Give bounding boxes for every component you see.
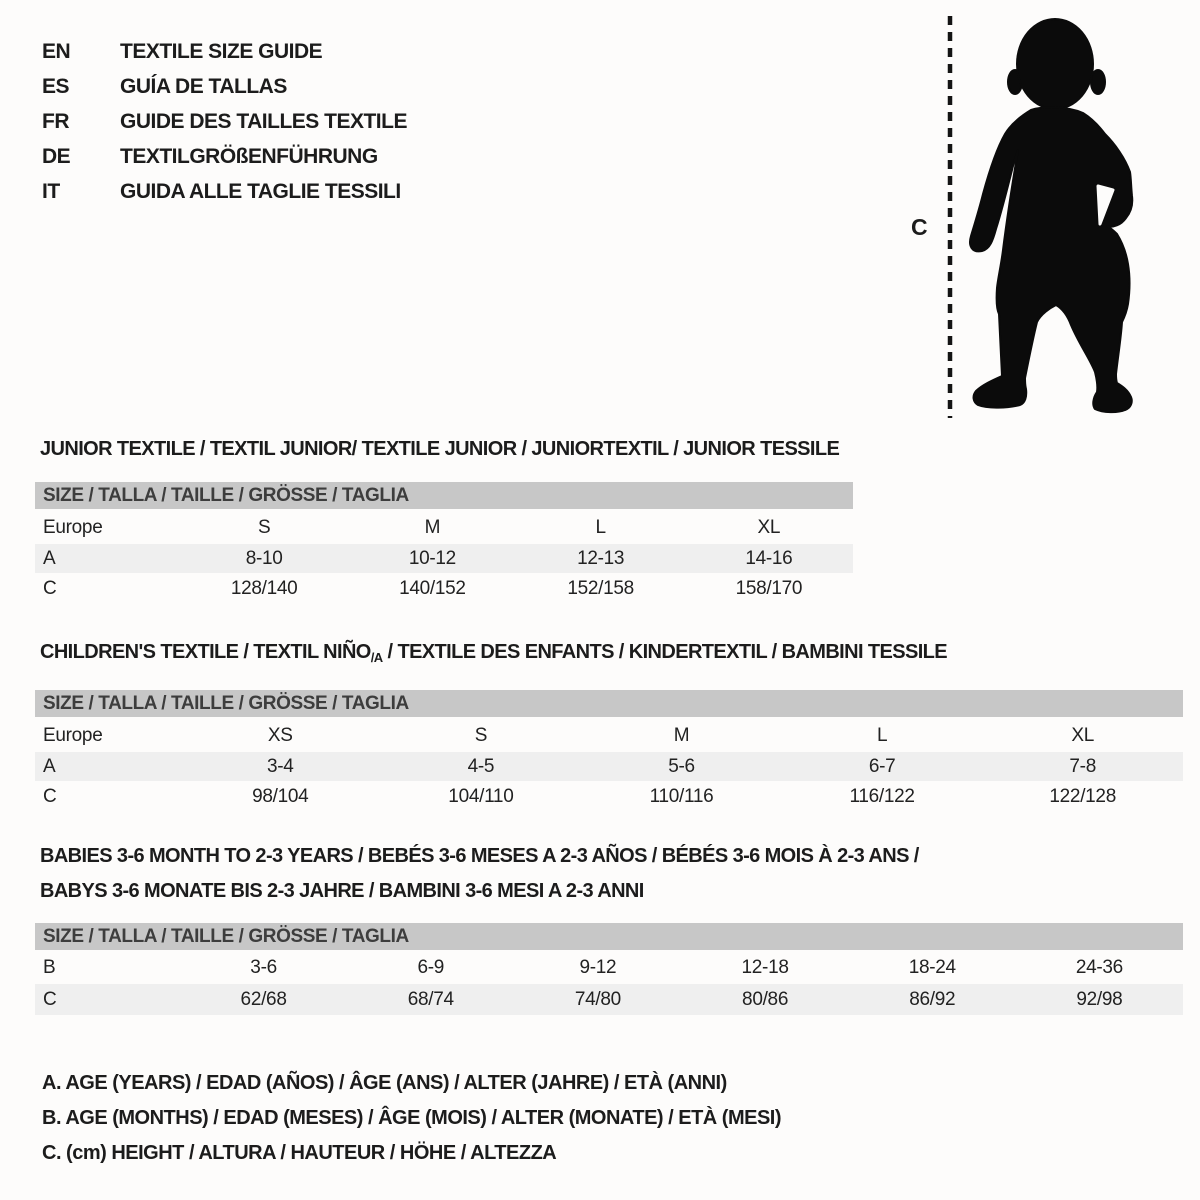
table-cell: 152/158 <box>567 577 634 599</box>
table-cell: 68/74 <box>407 988 454 1010</box>
language-row <box>42 139 407 174</box>
table-cell: 128/140 <box>230 577 298 599</box>
column-header: L <box>595 516 606 538</box>
table-cell: 7-8 <box>1069 755 1096 777</box>
language-code: ES <box>42 74 70 98</box>
table-cell: 10-12 <box>408 547 456 569</box>
guide-title: TEXTILE SIZE GUIDE <box>120 39 323 63</box>
size-header-bar: SIZE / TALLA / TAILLE / GRÖSSE / TAGLIA <box>35 690 1183 717</box>
table-cell: 104/110 <box>448 785 514 807</box>
children-size-table <box>35 690 1183 812</box>
table-cell: 3-6 <box>250 957 277 978</box>
table-cell: 9-12 <box>579 957 617 978</box>
column-header: S <box>257 516 271 538</box>
region-label: Europe <box>43 724 103 746</box>
guide-title: TEXTILGRÖßENFÜHRUNG <box>120 144 378 168</box>
table-cell: 86/92 <box>909 988 956 1010</box>
language-code: IT <box>42 179 60 203</box>
table-row <box>35 573 853 604</box>
table-cell: 110/116 <box>649 785 714 807</box>
footnote-height-cm: C. (cm) HEIGHT / ALTURA / HAUTEUR / HÖHE / ALTEZZA <box>42 1142 557 1164</box>
table-cell: 8-10 <box>245 547 283 569</box>
table-row <box>35 544 853 573</box>
table-cell: 18-24 <box>908 957 956 978</box>
table-cell: 140/152 <box>399 577 466 599</box>
table-row <box>35 984 1183 1015</box>
guide-title: GUIDA ALLE TAGLIE TESSILI <box>120 179 401 203</box>
babies-section-title-line2: BABYS 3-6 MONATE BIS 2-3 JAHRE / BAMBINI 3-6 MESI A 2-3 ANNI <box>40 880 644 902</box>
column-header: XS <box>267 724 293 746</box>
table-cell: 74/80 <box>574 988 621 1010</box>
column-header: M <box>424 516 441 538</box>
table-cell: 158/170 <box>735 577 803 599</box>
table-cell: 122/128 <box>1049 785 1116 807</box>
table-cell: 92/98 <box>1076 988 1123 1010</box>
table-cell: 4-5 <box>467 755 495 777</box>
size-header-bar: SIZE / TALLA / TAILLE / GRÖSSE / TAGLIA <box>35 923 1183 950</box>
column-header: XL <box>757 516 781 538</box>
footnote-age-months: B. AGE (MONTHS) / EDAD (MESES) / ÂGE (MOIS) / ALTER (MONATE) / ETÀ (MESI) <box>42 1107 782 1129</box>
table-cell: 12-18 <box>741 957 789 978</box>
language-row <box>42 104 407 139</box>
row-label: C <box>43 988 57 1010</box>
table-header-row <box>35 719 1183 752</box>
row-label: A <box>43 547 56 569</box>
table-cell: 12-13 <box>577 547 625 569</box>
children-title-subscript: /A <box>370 650 383 665</box>
row-label: C <box>43 785 57 807</box>
column-header: XL <box>1071 724 1095 746</box>
language-code: FR <box>42 109 69 133</box>
table-row <box>35 952 1183 984</box>
row-label: B <box>43 957 56 978</box>
children-section-title <box>40 641 947 665</box>
column-header: M <box>673 724 690 746</box>
junior-size-table <box>35 482 853 604</box>
children-title-prefix: CHILDREN'S TEXTILE / TEXTIL NIÑO <box>40 641 371 663</box>
table-header-row <box>35 511 853 544</box>
row-label: A <box>43 755 56 777</box>
language-code: EN <box>42 39 71 63</box>
guide-title: GUÍA DE TALLAS <box>120 74 287 98</box>
children-title-suffix: / TEXTILE DES ENFANTS / KINDERTEXTIL / BAMBINI TESSILE <box>382 641 948 663</box>
table-cell: 116/122 <box>849 785 915 807</box>
table-cell: 14-16 <box>745 547 793 569</box>
babies-section-title-line1: BABIES 3-6 MONTH TO 2-3 YEARS / BEBÉS 3-6 MESES A 2-3 AÑOS / BÉBÉS 3-6 MOIS À 2-3 ANS / <box>40 845 919 867</box>
guide-title: GUIDE DES TAILLES TEXTILE <box>120 109 407 133</box>
column-header: L <box>876 724 888 746</box>
toddler-silhouette <box>955 14 1145 416</box>
language-row <box>42 174 407 209</box>
table-cell: 6-9 <box>417 957 445 978</box>
table-cell: 6-7 <box>868 755 896 777</box>
column-header: S <box>474 724 488 746</box>
region-label: Europe <box>43 516 103 538</box>
language-code: DE <box>42 144 71 168</box>
height-measure-dashed-line <box>946 16 954 418</box>
height-measure-label: C <box>911 214 928 240</box>
row-label: C <box>43 577 57 599</box>
language-row <box>42 69 407 104</box>
table-cell: 98/104 <box>252 785 309 807</box>
footnote-age-years: A. AGE (YEARS) / EDAD (AÑOS) / ÂGE (ANS) / ALTER (JAHRE) / ETÀ (ANNI) <box>42 1072 727 1094</box>
babies-size-table <box>35 923 1183 1015</box>
table-row <box>35 752 1183 781</box>
table-cell: 3-4 <box>267 755 294 777</box>
table-cell: 24-36 <box>1075 957 1123 978</box>
table-cell: 80/86 <box>742 988 789 1010</box>
language-row <box>42 34 407 69</box>
table-cell: 62/68 <box>240 988 287 1010</box>
table-row <box>35 781 1183 812</box>
table-cell: 5-6 <box>668 755 695 777</box>
junior-section-title: JUNIOR TEXTILE / TEXTIL JUNIOR/ TEXTILE JUNIOR / JUNIORTEXTIL / JUNIOR TESSILE <box>40 438 840 460</box>
size-header-bar: SIZE / TALLA / TAILLE / GRÖSSE / TAGLIA <box>35 482 853 509</box>
language-title-list <box>42 34 407 209</box>
